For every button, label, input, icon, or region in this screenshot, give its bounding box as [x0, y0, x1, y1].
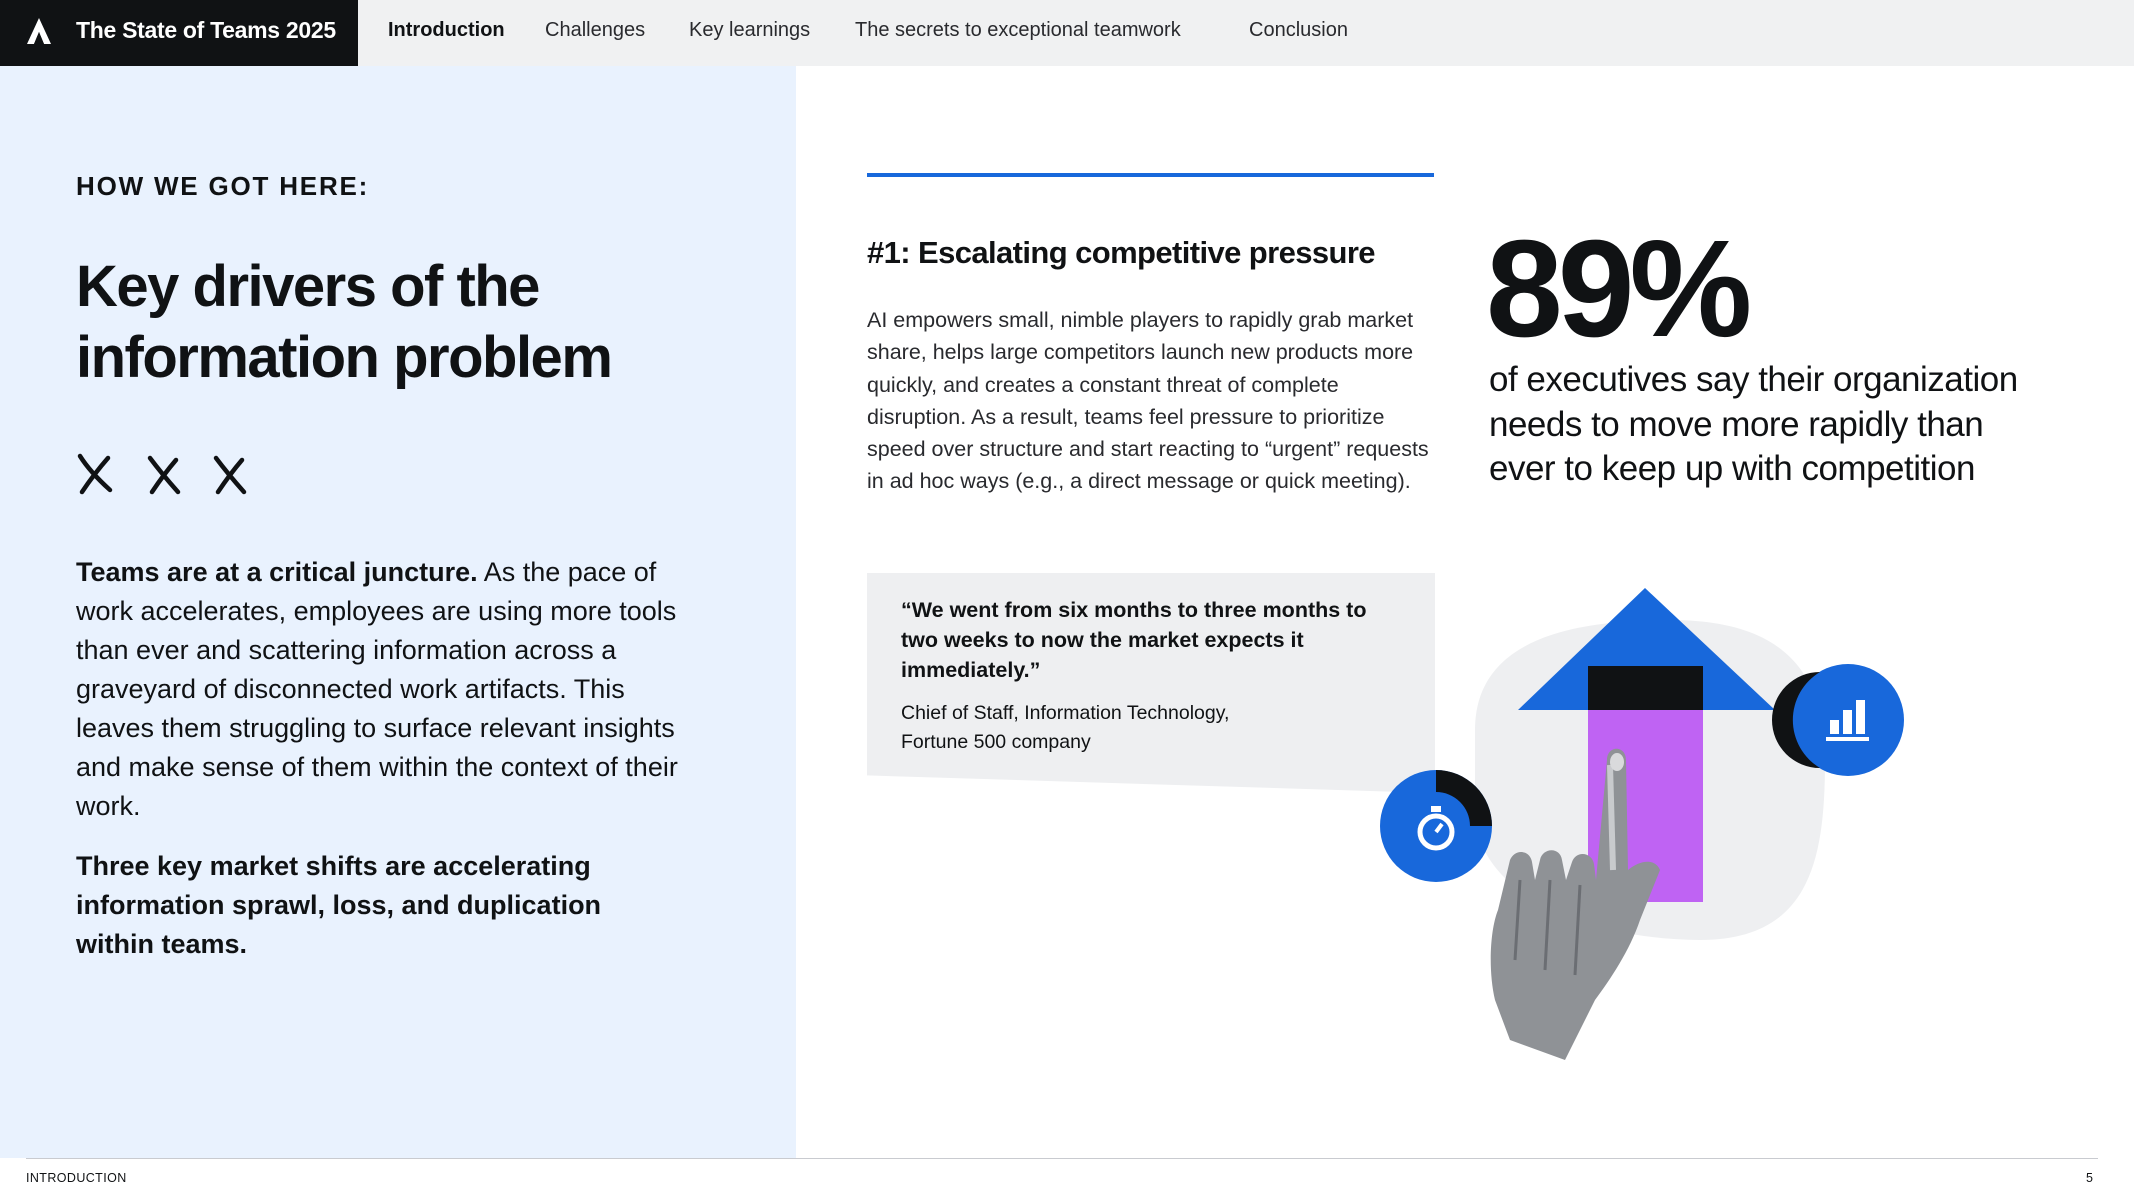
nav-item-introduction[interactable]: Introduction: [388, 19, 505, 41]
intro-lead: Teams are at a critical juncture.: [76, 557, 478, 587]
up-arrow-illustration: [1370, 580, 1930, 1060]
section-divider: [867, 173, 1434, 177]
stat-caption: of executives say their organization needs to move more rapidly than ever to keep up with competition: [1489, 360, 2018, 488]
brand-block[interactable]: [0, 0, 358, 66]
page-headline: Key drivers of the information problem: [76, 254, 612, 390]
key-shifts-statement: Three key market shifts are accelerating information sprawl, loss, and duplication within teams.: [76, 851, 602, 959]
intro-body: As the pace of work accelerates, employees are using more tools than ever and scattering information across a graveyard of disconnected work artifacts. This leaves them struggling to surface relevant insights and make sense of them within the context of their work.: [76, 557, 678, 821]
top-navigation: [0, 0, 2134, 66]
quote-attribution: [901, 699, 1401, 757]
section-body: AI empowers small, nimble players to rapidly grab market share, helps large competitors launch new products more quickly, and creates a constant threat of complete disruption. As a result, teams feel pressure to prioritize speed over structure and start reacting to “urgent” requests in ad hoc ways (e.g., a direct message or quick meeting).: [867, 308, 1429, 494]
nav-item-key-learnings[interactable]: Key learnings: [689, 19, 811, 41]
page-number: 5: [2086, 1171, 2093, 1185]
section-title: #1: Escalating competitive pressure: [867, 235, 1375, 270]
footer-divider: [26, 1158, 2098, 1159]
eyebrow-label: HOW WE GOT HERE:: [76, 171, 370, 201]
nav-item-conclusion[interactable]: Conclusion: [1249, 19, 1348, 41]
report-title: The State of Teams 2025: [76, 17, 336, 43]
nav-item-challenges[interactable]: Challenges: [545, 19, 646, 41]
x-marks-icon: [76, 452, 276, 496]
quote-attribution-company: Fortune 500 company: [901, 731, 1091, 753]
stopwatch-icon: [1380, 770, 1492, 882]
quote-attribution-role: Chief of Staff, Information Technology,: [901, 702, 1230, 724]
atlassian-logo-icon: [24, 16, 54, 46]
footer-section-label: INTRODUCTION: [26, 1171, 127, 1185]
quote-text: “We went from six months to three months to two weeks to now the market expects it immediately.”: [901, 598, 1367, 682]
intro-paragraph: [76, 553, 706, 826]
stat-value: 89%: [1486, 212, 1748, 366]
nav-item-secrets[interactable]: The secrets to exceptional teamwork: [855, 19, 1181, 41]
